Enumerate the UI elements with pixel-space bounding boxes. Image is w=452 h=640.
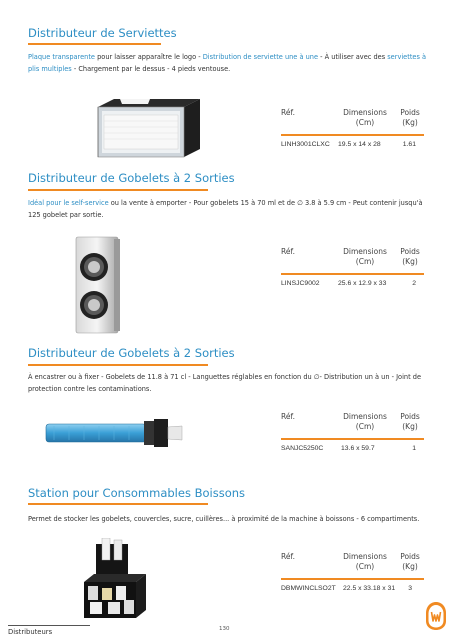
- ref-header: Réf.: [281, 412, 295, 421]
- spec-ref: LINH3001CLXC: [281, 140, 330, 148]
- weight-header: Poids (Kg): [400, 412, 420, 431]
- section-rule: [28, 364, 208, 366]
- spec-dimensions: 25.6 x 12.9 x 33: [338, 279, 387, 287]
- napkin-dispenser-image: [90, 95, 210, 170]
- description-text: - Chargement par le dessus - 4 pieds ventouse.: [71, 65, 231, 73]
- beverage-station-image: [80, 538, 150, 625]
- section-title-napkin: Distributeur de Serviettes: [28, 26, 177, 40]
- spec-table: [281, 247, 424, 289]
- section-rule: [28, 503, 208, 505]
- spec-dimensions: 22.5 x 33.18 x 31: [343, 584, 396, 592]
- brand-logo-icon: [425, 601, 447, 636]
- footer-label: Distributeurs: [8, 628, 53, 636]
- section-description: [28, 513, 428, 525]
- section-description: [28, 51, 428, 75]
- description-highlight: Plaque transparente: [28, 53, 95, 61]
- description-highlight: Distribution de serviette une à une: [202, 53, 319, 61]
- page-number: 130: [219, 626, 230, 632]
- tube-cup-dispenser-image: [44, 418, 184, 453]
- spec-ref: DBMWINCLSO2T: [281, 584, 336, 592]
- weight-header: Poids (Kg): [400, 247, 420, 266]
- spec-ref: LINSJC9002: [281, 279, 320, 287]
- ref-header: Réf.: [281, 108, 295, 117]
- dimensions-header: Dimensions (Cm): [343, 412, 387, 431]
- spec-table: [281, 412, 424, 454]
- spec-dimensions: 19.5 x 14 x 28: [338, 140, 381, 148]
- description-highlight: serviettes à plis multiples: [28, 53, 427, 73]
- description-text: À encastrer ou à fixer - Gobelets de 11.8 à 71 cl - Languettes réglables en fonction du ∅- Distribution un à un - Joint de protection contre les contaminations.: [28, 373, 422, 393]
- spec-weight: 1.61: [402, 140, 416, 148]
- spec-row: [281, 580, 424, 594]
- dimensions-header: Dimensions (Cm): [343, 247, 387, 266]
- dimensions-header: Dimensions (Cm): [343, 108, 387, 127]
- section-rule: [28, 43, 161, 45]
- footer-rule: [8, 625, 90, 626]
- description-text: Permet de stocker les gobelets, couvercles, sucre, cuillères... à proximité de la machine à boissons - 6 compartiments.: [28, 515, 420, 523]
- spec-dimensions: 13.6 x 59.7: [341, 444, 375, 452]
- section-title-beverage-station: Station pour Consommables Boissons: [28, 486, 246, 500]
- section-title-tube-dispenser: Distributeur de Gobelets à 2 Sorties: [28, 346, 235, 360]
- spec-weight: 2: [412, 279, 416, 287]
- dimensions-header: Dimensions (Cm): [343, 552, 387, 571]
- spec-row: [281, 136, 424, 150]
- description-text: - À utiliser avec des: [318, 53, 388, 61]
- spec-weight: 3: [408, 584, 412, 592]
- description-text: pour laisser apparaître le logo -: [95, 53, 203, 61]
- spec-row: [281, 275, 424, 289]
- cup-dispenser-image: [74, 235, 124, 340]
- spec-row: [281, 440, 424, 454]
- spec-table: [281, 108, 424, 150]
- section-title-cup-dispenser: Distributeur de Gobelets à 2 Sorties: [28, 171, 235, 185]
- spec-ref: SANJC5250C: [281, 444, 324, 452]
- spec-table: [281, 552, 424, 594]
- weight-header: Poids (Kg): [400, 108, 420, 127]
- section-rule: [28, 189, 208, 191]
- description-text: ou la vente à emporter - Pour gobelets 15 à 70 ml et de ∅ 3.8 à 5.9 cm - Peut contenir jusqu'à 125 gobelet par sortie.: [28, 199, 423, 219]
- ref-header: Réf.: [281, 247, 295, 256]
- spec-weight: 1: [412, 444, 416, 452]
- ref-header: Réf.: [281, 552, 295, 561]
- weight-header: Poids (Kg): [400, 552, 420, 571]
- section-description: [28, 371, 428, 395]
- description-highlight: Idéal pour le self-service: [28, 199, 109, 207]
- section-description: [28, 197, 428, 221]
